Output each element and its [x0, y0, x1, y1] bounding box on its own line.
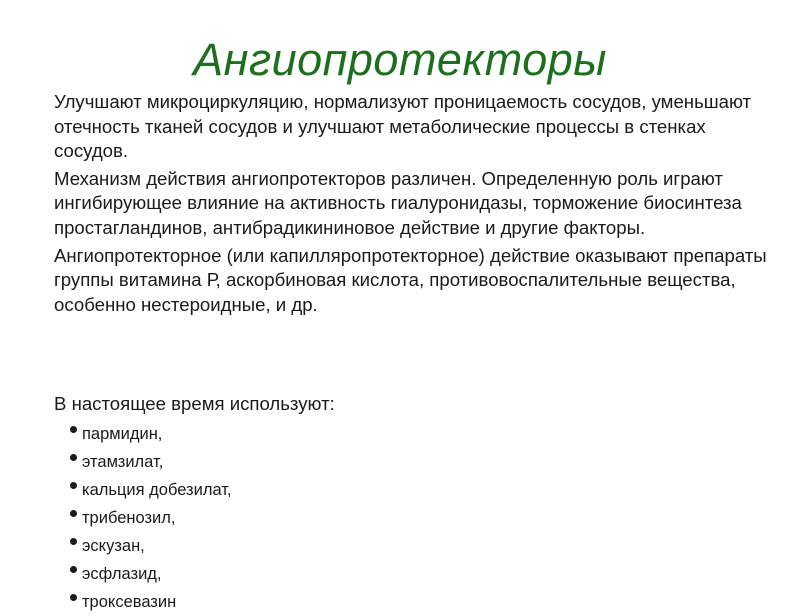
- list-item: трибенозил,: [70, 504, 232, 532]
- paragraph-drug-groups: Ангиопротекторное (или капилляропротекторное) действие оказывают препараты группы витамина Р, аскорбиновая кислота, противовоспалительные вещества, особенно нестероидные, и др.: [54, 244, 767, 315]
- list-item: троксевазин: [70, 588, 232, 616]
- paragraph-effects: Улучшают микроциркуляцию, нормализуют проницаемость сосудов, уменьшают отечность тканей сосудов и улучшают метаболические процессы в стенках сосудов.: [54, 91, 752, 162]
- slide-title: Ангиопротекторы: [193, 34, 607, 85]
- body-text: [54, 90, 774, 320]
- list-item: этамзилат,: [70, 448, 232, 476]
- paragraph-mechanism: Механизм действия ангиопротекторов различен. Определенную роль играют ингибирующее влияние на активность гиалуронидазы, торможение биосинтеза простагландинов, антибрадикининовое действие и другие факторы.: [54, 167, 742, 238]
- drug-list: [70, 420, 232, 616]
- list-item: кальция добезилат,: [70, 476, 232, 504]
- list-item: пармидин,: [70, 420, 232, 448]
- list-item: эсфлазид,: [70, 560, 232, 588]
- list-intro: В настоящее время используют:: [54, 393, 335, 414]
- list-item: эскузан,: [70, 532, 232, 560]
